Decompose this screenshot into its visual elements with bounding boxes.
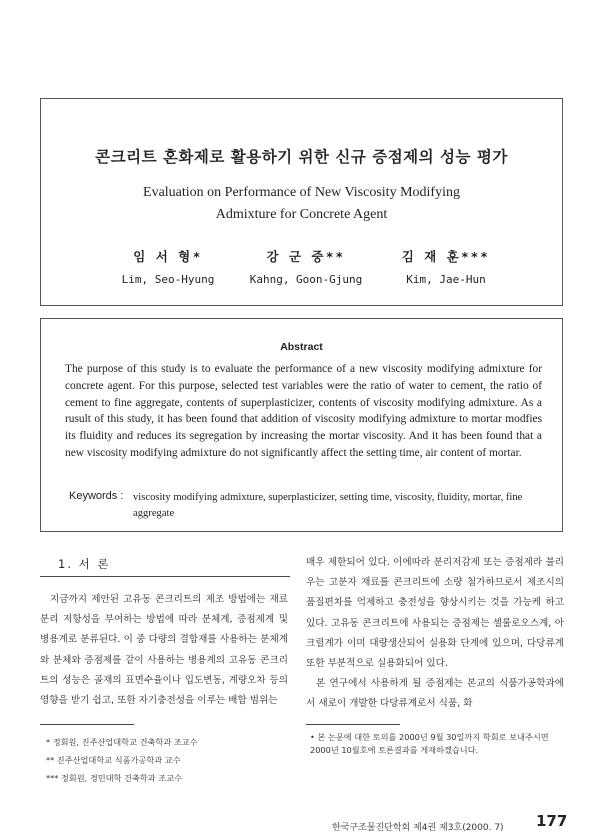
footnote-rule-right: [306, 724, 400, 725]
abstract-text: The purpose of this study is to evaluate the performance of a new viscosity modifying admixture for concrete agent. For this purpose, selected test variables were the ratio of water to cement, the ratio of cement to fine aggregate, contents of superplasticizer, contents of viscosity modifying admixture. As a rusult of this study, it has been found that addition of viscosity modifying admixture to mortar modfies its fluidity and reduces its segregation by increasing the mortar viscosity. And it has been found that a new viscosity modifying admixture do not significantly affect the setting time, air content of mortar.: [65, 363, 542, 459]
author-name-korean: 강 군 중**: [266, 249, 346, 264]
body-paragraph: 매우 제한되어 있다. 이에따라 분리저감제 또는 증점제라 불리우는 고분자 재료를 콘크리트에 소량 첨가하므로서 제조시의 품질편차를 억제하고 충전성을 향상시키는 것을 가능케 하고 있다. 고유동 콘크리트에 사용되는 증점제는 셀룰로오스계, 아크릴계가 이미 대량생산되어 실용화 단계에 있으며, 다당류계 또한 부분적으로 실용화되어 있다.: [306, 557, 564, 670]
keywords-label: Keywords :: [69, 490, 124, 502]
footnote-item: * 정회원, 진주산업대학교 건축학과 조교수: [46, 737, 198, 747]
author-name-english: Lim, Seo-Hyung: [121, 273, 215, 286]
author-name-korean: 임 서 형*: [133, 249, 203, 264]
paper-title-english-line1: Evaluation on Performance of New Viscosity Modifying: [143, 185, 460, 200]
paper-title-english-line2: Admixture for Concrete Agent: [215, 207, 388, 222]
author-2: [231, 247, 381, 286]
page-number: 177: [536, 812, 568, 830]
footnote-rule-left: [40, 724, 134, 725]
footnote-item: ** 진주산업대학교 식품가공학과 교수: [46, 755, 181, 765]
author-3: [371, 247, 521, 286]
section-heading: 1. 서 론: [58, 557, 111, 571]
abstract-block: [40, 318, 563, 532]
body-paragraph: 본 연구에서 사용하게 될 증점제는 본교의 식품가공학과에서 새로이 개발한 다당류계로서 식품, 화: [306, 678, 564, 710]
abstract-heading: Abstract: [280, 341, 323, 353]
section-heading-rule: [40, 576, 290, 577]
paper-title-korean: 콘크리트 혼화제로 활용하기 위한 신규 증점제의 성능 평가: [95, 148, 508, 166]
author-name-korean: 김 재 훈***: [401, 249, 491, 264]
body-paragraph: 지금까지 제안된 고유동 콘크리트의 제조 방법에는 재료분리 저항성을 부여하는 방법에 따라 분체계, 증점제계 및 병용계로 분류된다. 이 중 다량의 결합재를 사용하는 분체계와 분체와 증점제를 같이 사용하는 병용계의 고유동 콘크리트의 성능은 골재의 표면수율이나 입도변동, 계량오차 등의 영향을 받기 쉽고, 또한 자기충전성을 이루는 배합 범위는: [40, 594, 288, 707]
title-block: [40, 98, 563, 306]
discussion-footnote: • 본 논문에 대한 토의를 2000년 9월 30일까지 학회로 보내주시면 2000년 10월호에 토론결과를 게재하겠습니다.: [310, 732, 549, 755]
author-footnotes: [46, 733, 198, 787]
body-column-left: [40, 590, 288, 711]
footnote-item: *** 정회원, 경민대학 건축학과 조교수: [46, 773, 183, 783]
author-1: [93, 247, 243, 286]
author-name-english: Kahng, Goon-Gjung: [249, 273, 363, 286]
author-name-english: Kim, Jae-Hun: [406, 273, 486, 286]
body-column-right: [306, 553, 564, 715]
journal-footer: 한국구조물진단학회 제4권 제3호(2000. 7): [332, 823, 504, 833]
keywords-text: viscosity modifying admixture, superplasticizer, setting time, viscosity, fluidity, mortar, fine aggregate: [133, 492, 523, 519]
